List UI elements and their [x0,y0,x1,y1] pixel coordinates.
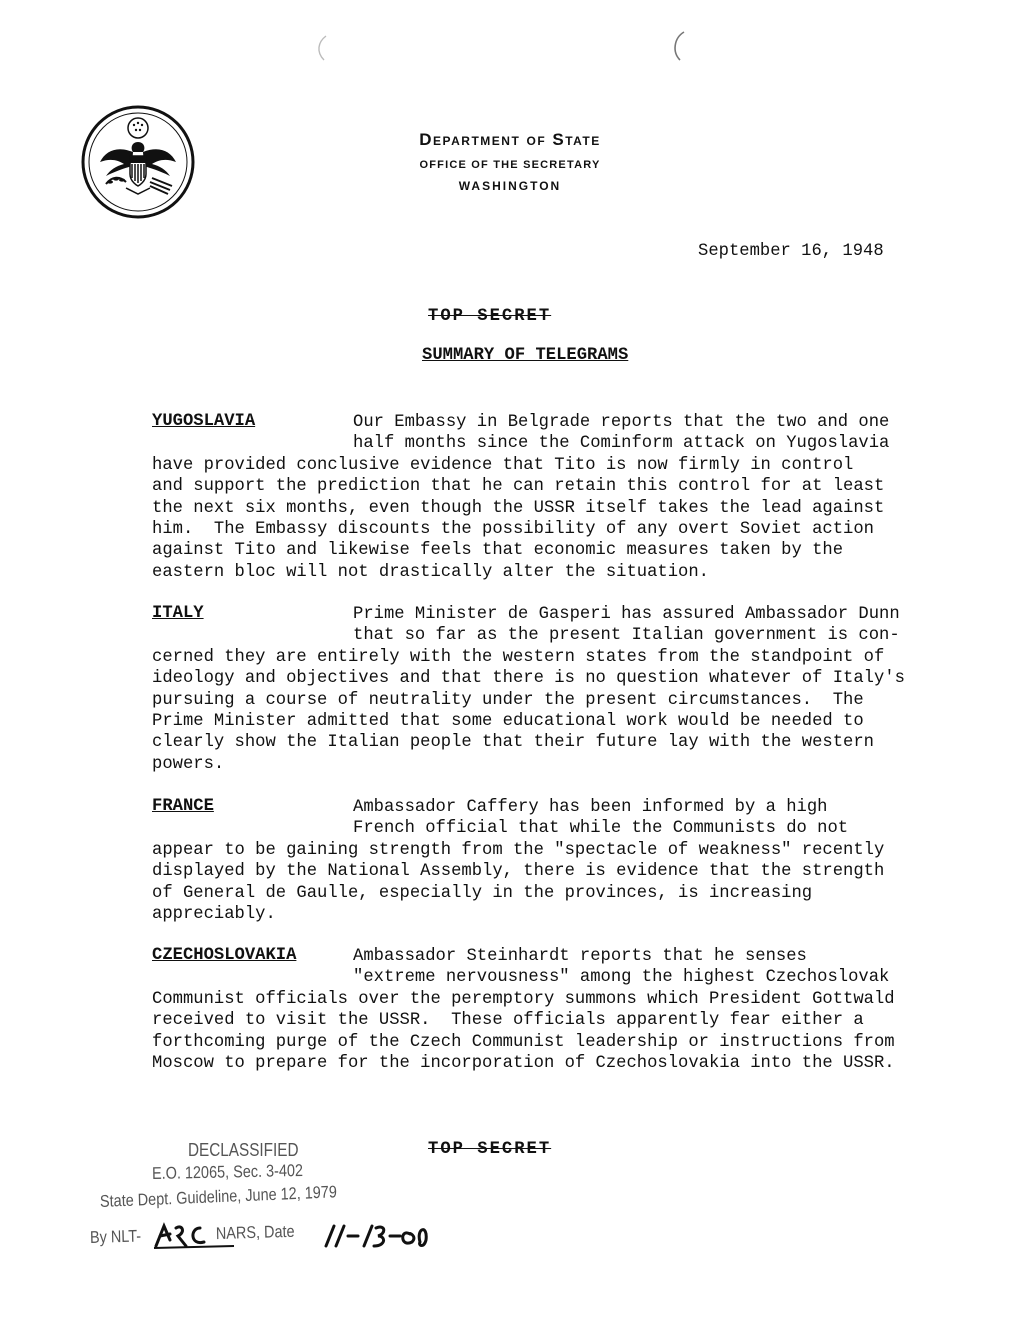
stamp-line-guideline: State Dept. Guideline, June 12, 1979 [99,1182,338,1211]
text-line: French official that while the Communists do not [353,819,849,839]
text-line: pursuing a course of neutrality under the present circumstances. The [152,690,864,710]
section-heading: YUGOSLAVIA [152,412,256,431]
text-line: of General de Gaulle, especially in the provinces, is increasing [152,883,813,903]
text-line: Our Embassy in Belgrade reports that the two and one [353,413,890,432]
declassification-stamp [89,1140,440,1270]
text-line: Prime Minister admitted that some educational work would be needed to [152,712,864,731]
text-line: clearly show the Italian people that their future lay with the western [152,733,874,753]
text-line: have provided conclusive evidence that Tito is now firmly in control [152,455,854,475]
classification-bottom: TOP SECRET [428,1140,552,1159]
text-line: that so far as the present Italian government is con- [353,626,900,646]
document-title: SUMMARY OF TELEGRAMS [422,346,629,365]
classification-top: TOP SECRET [428,307,552,326]
pencil-mark [668,30,690,62]
stamp-nars-date: NARS, Date [215,1221,295,1244]
text-line: Moscow to prepare for the incorporation of Czechoslovakia into the USSR. [152,1054,895,1073]
department-name: Department of State [419,130,601,149]
text-line: powers. [152,754,225,774]
text-line: received to visit the USSR. These officials apparently fear either a [152,1011,864,1031]
text-line: displayed by the National Assembly, there is evidence that the strength [152,862,885,882]
stamp-line-eo: E.O. 12065, Sec. 3-402 [151,1160,304,1183]
office-name: OFFICE OF THE SECRETARY [419,159,601,171]
section-heading: FRANCE [152,797,214,816]
text-line: cerned they are entirely with the western states from the standpoint of [152,647,885,667]
text-line: Prime Minister de Gasperi has assured Ambassador Dunn [353,605,900,624]
handwritten-initials [152,1222,236,1250]
text-line: the next six months, even though the USSR itself takes the lead against [152,498,885,518]
stamp-line-declassified: DECLASSIFIED [188,1140,299,1160]
text-line: forthcoming purge of the Czech Communist leadership or instructions from [152,1032,895,1052]
text-line: Ambassador Caffery has been informed by a high [353,798,828,817]
pencil-mark [312,34,332,62]
text-line: and support the prediction that he can retain this control for at least [152,477,885,497]
letterhead [360,130,660,193]
text-line: appreciably. [152,905,276,924]
section-heading: ITALY [152,604,204,623]
stamp-by-prefix: By NLT- [89,1226,142,1247]
text-line: Communist officials over the peremptory summons which President Gottwald [152,989,895,1009]
text-line: appear to be gaining strength from the "spectacle of weakness" recently [152,840,885,860]
document-date: September 16, 1948 [698,242,884,261]
handwritten-date [320,1222,430,1250]
section-heading: CZECHOSLOVAKIA [152,946,297,965]
department-seal-icon [80,104,196,220]
text-line: "extreme nervousness" among the highest Czechoslovak [353,968,890,988]
text-line: half months since the Cominform attack on Yugoslavia [353,434,890,454]
text-line: Ambassador Steinhardt reports that he senses [353,947,807,966]
city-name: WASHINGTON [458,179,562,193]
text-line: him. The Embassy discounts the possibility of any overt Soviet action [152,520,874,539]
text-line: eastern bloc will not drastically alter the situation. [152,562,709,582]
text-line: against Tito and likewise feels that economic measures taken by the [152,541,844,561]
text-line: ideology and objectives and that there is no question whatever of Italy's [152,669,905,689]
